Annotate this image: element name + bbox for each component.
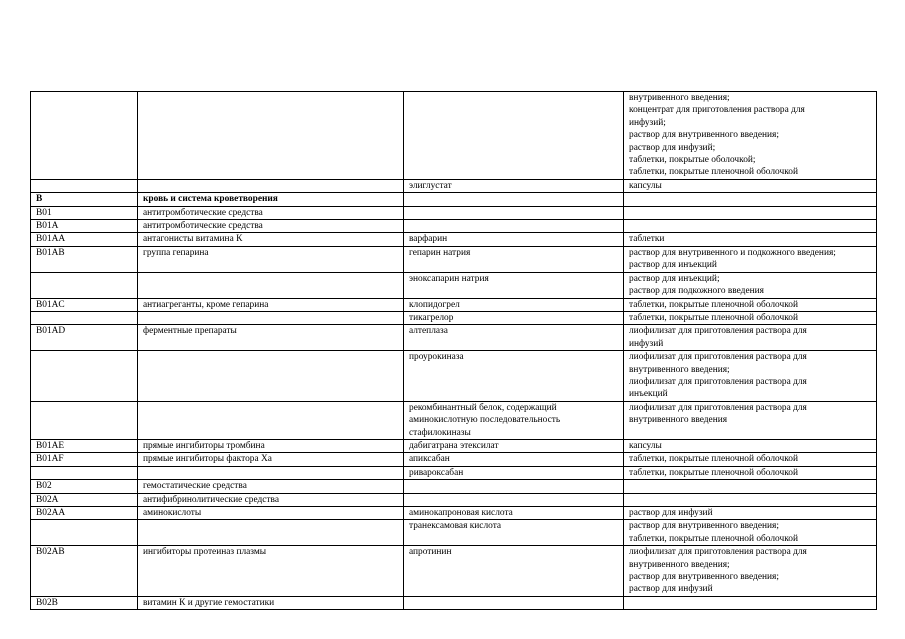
drug-name-cell	[404, 206, 624, 219]
table-row	[31, 520, 877, 546]
dosage-form-line: раствор для внутривенного введения;	[629, 521, 779, 532]
dosage-form-line: лиофилизат для приготовления раствора для	[629, 402, 807, 413]
drug-name-cell: апиксабан	[404, 453, 624, 466]
drug-name-cell: транексамовая кислота	[404, 520, 624, 546]
drug-name-cell	[404, 480, 624, 493]
group-name-cell: антифибринолитические средства	[138, 493, 404, 506]
table-row	[31, 92, 877, 180]
drug-name-cell: эноксапарин натрия	[404, 272, 624, 298]
atc-code-cell	[31, 311, 138, 324]
table-row	[31, 493, 877, 506]
group-name-cell: витамин К и другие гемостатики	[138, 596, 404, 609]
dosage-form-line: лиофилизат для приготовления раствора для	[629, 352, 807, 363]
drug-name-cell: дабигатрана этексилат	[404, 439, 624, 452]
drug-name-cell	[404, 220, 624, 233]
drug-name-cell: клопидогрел	[404, 298, 624, 311]
dosage-form-line: капсулы	[629, 180, 662, 191]
dosage-forms-cell	[624, 246, 877, 272]
dosage-form-line: таблетки, покрытые оболочкой;	[629, 155, 756, 166]
dosage-forms-cell	[624, 546, 877, 597]
table-row	[31, 466, 877, 479]
atc-code-cell: B01AC	[31, 298, 138, 311]
dosage-forms-cell	[624, 493, 877, 506]
table-row	[31, 596, 877, 609]
dosage-forms-cell	[624, 92, 877, 180]
atc-code-cell	[31, 351, 138, 402]
group-name-cell: группа гепарина	[138, 246, 404, 272]
dosage-forms-cell	[624, 520, 877, 546]
atc-code-cell	[31, 520, 138, 546]
atc-code-cell	[31, 272, 138, 298]
drug-name-cell	[404, 193, 624, 206]
atc-code-cell	[31, 466, 138, 479]
drug-name-cell: гепарин натрия	[404, 246, 624, 272]
atc-code-cell: B01AF	[31, 453, 138, 466]
group-name-cell: прямые ингибиторы фактора Xa	[138, 453, 404, 466]
table-row	[31, 233, 877, 246]
drug-name-cell: алтеплаза	[404, 325, 624, 351]
group-name-cell: прямые ингибиторы тромбина	[138, 439, 404, 452]
dosage-form-line: раствор для внутривенного введения;	[629, 130, 779, 141]
table-row	[31, 453, 877, 466]
group-name-cell	[138, 401, 404, 439]
drug-name-cell	[404, 92, 624, 180]
atc-code-cell: B02	[31, 480, 138, 493]
dosage-forms-cell	[624, 311, 877, 324]
group-name-cell	[138, 272, 404, 298]
group-name-cell	[138, 179, 404, 192]
drug-name-cell: апротинин	[404, 546, 624, 597]
atc-code-cell: B01AE	[31, 439, 138, 452]
atc-code-cell	[31, 92, 138, 180]
dosage-forms-cell	[624, 480, 877, 493]
atc-code-cell: B02B	[31, 596, 138, 609]
dosage-form-line: раствор для инъекций;	[629, 273, 720, 284]
dosage-form-line: внутривенного введения	[629, 415, 728, 426]
table-row	[31, 298, 877, 311]
dosage-forms-cell	[624, 596, 877, 609]
table-row	[31, 193, 877, 206]
table-row	[31, 439, 877, 452]
table-row	[31, 401, 877, 439]
atc-code-cell: B01AA	[31, 233, 138, 246]
dosage-forms-cell	[624, 466, 877, 479]
dosage-form-line: инъекций	[629, 389, 668, 400]
dosage-form-line: таблетки, покрытые пленочной оболочкой	[629, 167, 798, 178]
table-row	[31, 220, 877, 233]
dosage-forms-cell	[624, 233, 877, 246]
drug-name-cell: аминокапроновая кислота	[404, 507, 624, 520]
group-name-cell: ферментные препараты	[138, 325, 404, 351]
atc-code-cell: B02A	[31, 493, 138, 506]
dosage-form-line: внутривенного введения;	[629, 93, 730, 103]
dosage-form-line: таблетки, покрытые пленочной оболочкой	[629, 299, 798, 310]
drug-classification-table	[30, 91, 877, 610]
group-name-cell	[138, 466, 404, 479]
table-row	[31, 507, 877, 520]
drug-name-cell: проурокиназа	[404, 351, 624, 402]
dosage-forms-cell	[624, 401, 877, 439]
atc-code-cell	[31, 179, 138, 192]
table-row	[31, 351, 877, 402]
table-row	[31, 480, 877, 493]
dosage-form-line: лиофилизат для приготовления раствора для	[629, 376, 807, 387]
dosage-form-line: раствор для внутривенного и подкожного введения;	[629, 247, 836, 258]
table-row	[31, 311, 877, 324]
dosage-forms-cell	[624, 206, 877, 219]
dosage-form-line: раствор для инъекций	[629, 260, 717, 271]
dosage-forms-cell	[624, 179, 877, 192]
dosage-form-line: таблетки, покрытые пленочной оболочкой	[629, 533, 798, 544]
table-row	[31, 206, 877, 219]
dosage-form-line: внутривенного введения;	[629, 364, 730, 375]
dosage-form-line: концентрат для приготовления раствора для	[629, 105, 805, 116]
dosage-form-line: таблетки, покрытые пленочной оболочкой	[629, 312, 798, 323]
dosage-forms-cell	[624, 507, 877, 520]
table-row	[31, 246, 877, 272]
table-row	[31, 546, 877, 597]
group-name-cell: антитромботические средства	[138, 206, 404, 219]
dosage-form-line: раствор для инфузий	[629, 584, 713, 595]
table-row	[31, 179, 877, 192]
table-row	[31, 325, 877, 351]
drug-name-cell	[404, 596, 624, 609]
group-name-cell: антиагреганты, кроме гепарина	[138, 298, 404, 311]
drug-name-cell: варфарин	[404, 233, 624, 246]
dosage-form-line: инфузий;	[629, 117, 666, 128]
group-name-cell	[138, 351, 404, 402]
dosage-form-line: раствор для внутривенного введения;	[629, 572, 779, 583]
dosage-forms-cell	[624, 272, 877, 298]
group-name-cell	[138, 520, 404, 546]
dosage-form-line: лиофилизат для приготовления раствора для	[629, 547, 807, 558]
drug-name-cell: рекомбинантный белок, содержащий аминокислотную последовательность стафилокиназы	[404, 401, 624, 439]
atc-code-cell: B01AB	[31, 246, 138, 272]
drug-name-cell: элиглустат	[404, 179, 624, 192]
atc-code-cell: B02AB	[31, 546, 138, 597]
group-name-cell: кровь и система кроветворения	[138, 193, 404, 206]
dosage-form-line: инфузий	[629, 338, 664, 349]
drug-name-cell	[404, 493, 624, 506]
group-name-cell	[138, 92, 404, 180]
atc-code-cell: B01	[31, 206, 138, 219]
atc-code-cell: B02AA	[31, 507, 138, 520]
table-body	[31, 92, 877, 610]
dosage-forms-cell	[624, 220, 877, 233]
group-name-cell: антагонисты витамина К	[138, 233, 404, 246]
dosage-forms-cell	[624, 325, 877, 351]
group-name-cell: гемостатические средства	[138, 480, 404, 493]
dosage-form-line: таблетки, покрытые пленочной оболочкой	[629, 467, 798, 478]
atc-code-cell: B01AD	[31, 325, 138, 351]
dosage-form-line: капсулы	[629, 440, 662, 451]
group-name-cell: ингибиторы протеиназ плазмы	[138, 546, 404, 597]
dosage-form-line: таблетки, покрытые пленочной оболочкой	[629, 454, 798, 465]
dosage-form-line: лиофилизат для приготовления раствора для	[629, 326, 807, 337]
dosage-form-line: раствор для подкожного введения	[629, 286, 764, 297]
group-name-cell	[138, 311, 404, 324]
atc-code-cell	[31, 401, 138, 439]
dosage-forms-cell	[624, 351, 877, 402]
drug-name-cell: ривароксабан	[404, 466, 624, 479]
dosage-forms-cell	[624, 298, 877, 311]
atc-code-cell: B01A	[31, 220, 138, 233]
atc-code-cell: B	[31, 193, 138, 206]
group-name-cell: аминокислоты	[138, 507, 404, 520]
table-row	[31, 272, 877, 298]
dosage-forms-cell	[624, 193, 877, 206]
dosage-form-line: внутривенного введения;	[629, 559, 730, 570]
group-name-cell: антитромботические средства	[138, 220, 404, 233]
dosage-form-line: раствор для инфузий;	[629, 142, 716, 153]
dosage-forms-cell	[624, 439, 877, 452]
dosage-form-line: раствор для инфузий	[629, 508, 713, 518]
drug-name-cell: тикагрелор	[404, 311, 624, 324]
dosage-form-line: таблетки	[629, 234, 665, 245]
dosage-forms-cell	[624, 453, 877, 466]
